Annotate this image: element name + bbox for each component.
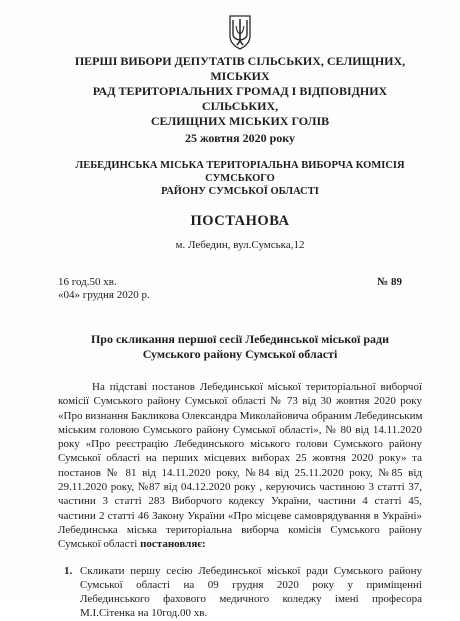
body-line: На підставі постанов Лебединської міської територіальної виборчої <box>92 381 422 393</box>
list-item-text <box>80 564 422 621</box>
list-item-line: Сумської області на 09 грудня 2020 року у приміщенні <box>80 578 422 591</box>
commission-line: ЛЕБЕДИНСЬКА МІСЬКА ТЕРИТОРІАЛЬНА ВИБОРЧА КОМІСІЯ СУМСЬКОГО <box>75 160 405 184</box>
subject-line: Сумського району Сумської області <box>142 347 338 361</box>
body-line: «Про визнання Бакликова Олександра Миколайовича обраним Лебединським <box>58 409 423 422</box>
body-line: Сумської області на перших місцевих виборах 25 жовтня 2020 року» та <box>58 452 422 465</box>
election-date: 25 жовтня 2020 року <box>184 131 295 145</box>
commission-line: РАЙОНУ СУМСЬКОЇ ОБЛАСТІ <box>161 186 319 197</box>
list-item-number: 1. <box>64 564 73 577</box>
election-title-line: ПЕРШІ ВИБОРИ ДЕПУТАТІВ СІЛЬСЬКИХ, СЕЛИЩНИХ, МІСЬКИХ <box>74 54 406 83</box>
body-line: 29.11.2020 року, №87 від 04.12.2020 року , керуючись частиною 3 статті 37, <box>58 481 422 494</box>
body-line: міським головою Сумського району Сумської області», № 80 від 14.11.2020 <box>58 423 422 436</box>
list-item-line: Лебединського фахового медичного коледжу імені професора <box>80 593 422 606</box>
commission-name <box>58 159 422 198</box>
resolution-list <box>58 564 422 621</box>
list-item <box>58 564 422 621</box>
election-title-line: РАД ТЕРИТОРІАЛЬНИХ ГРОМАД І ВІДПОВІДНИХ СІЛЬСЬКИХ, <box>92 84 388 113</box>
body-line: комісії Сумського району Сумської області № 73 від 30 жовтня 2020 року <box>58 395 422 408</box>
trident-icon <box>229 14 251 50</box>
subject-line: Про скликання першої сесії Лебединської міської ради <box>90 332 390 346</box>
body-line: року «Про реєстрацію Лебединського міського голови Сумського району <box>58 438 422 451</box>
list-item-line: М.І.Сітенка на 10год.00 хв. <box>80 607 208 620</box>
list-item-line: Скликати першу сесію Лебединської міської ради Сумського району <box>80 564 422 577</box>
election-title-line: СЕЛИЩНИХ МІСЬКИХ ГОЛІВ <box>150 114 330 128</box>
document-subject <box>58 332 422 362</box>
document-number: № 89 <box>377 276 402 288</box>
body-line: частини 2 статті 46 Закону України «Про місцеве самоврядування в Україні» <box>58 509 422 522</box>
body-line: Лебединська міська територіальна виборча комісія Сумського району <box>58 523 422 536</box>
meta-time: 16 год.50 хв. <box>58 276 117 288</box>
document-meta <box>58 276 422 302</box>
meta-date: «04» грудня 2020 р. <box>58 289 150 301</box>
body-last-prefix: Сумської області <box>58 538 141 551</box>
election-title <box>58 54 422 129</box>
body-line-last <box>58 537 422 551</box>
document-place: м. Лебедин, вул.Сумська,12 <box>175 239 305 251</box>
resolves-keyword: постановляє: <box>140 538 206 551</box>
document-type: ПОСТАНОВА <box>190 213 290 229</box>
body-line: постанов № 81 від 14.11.2020 року, №84 від 25.11.2020 року, №85 від <box>58 466 422 479</box>
document-body <box>58 380 422 552</box>
body-line: частини 3 статті 283 Виборчого кодексу України, частини 4 статті 45, <box>58 495 422 508</box>
meta-datetime <box>58 276 150 302</box>
